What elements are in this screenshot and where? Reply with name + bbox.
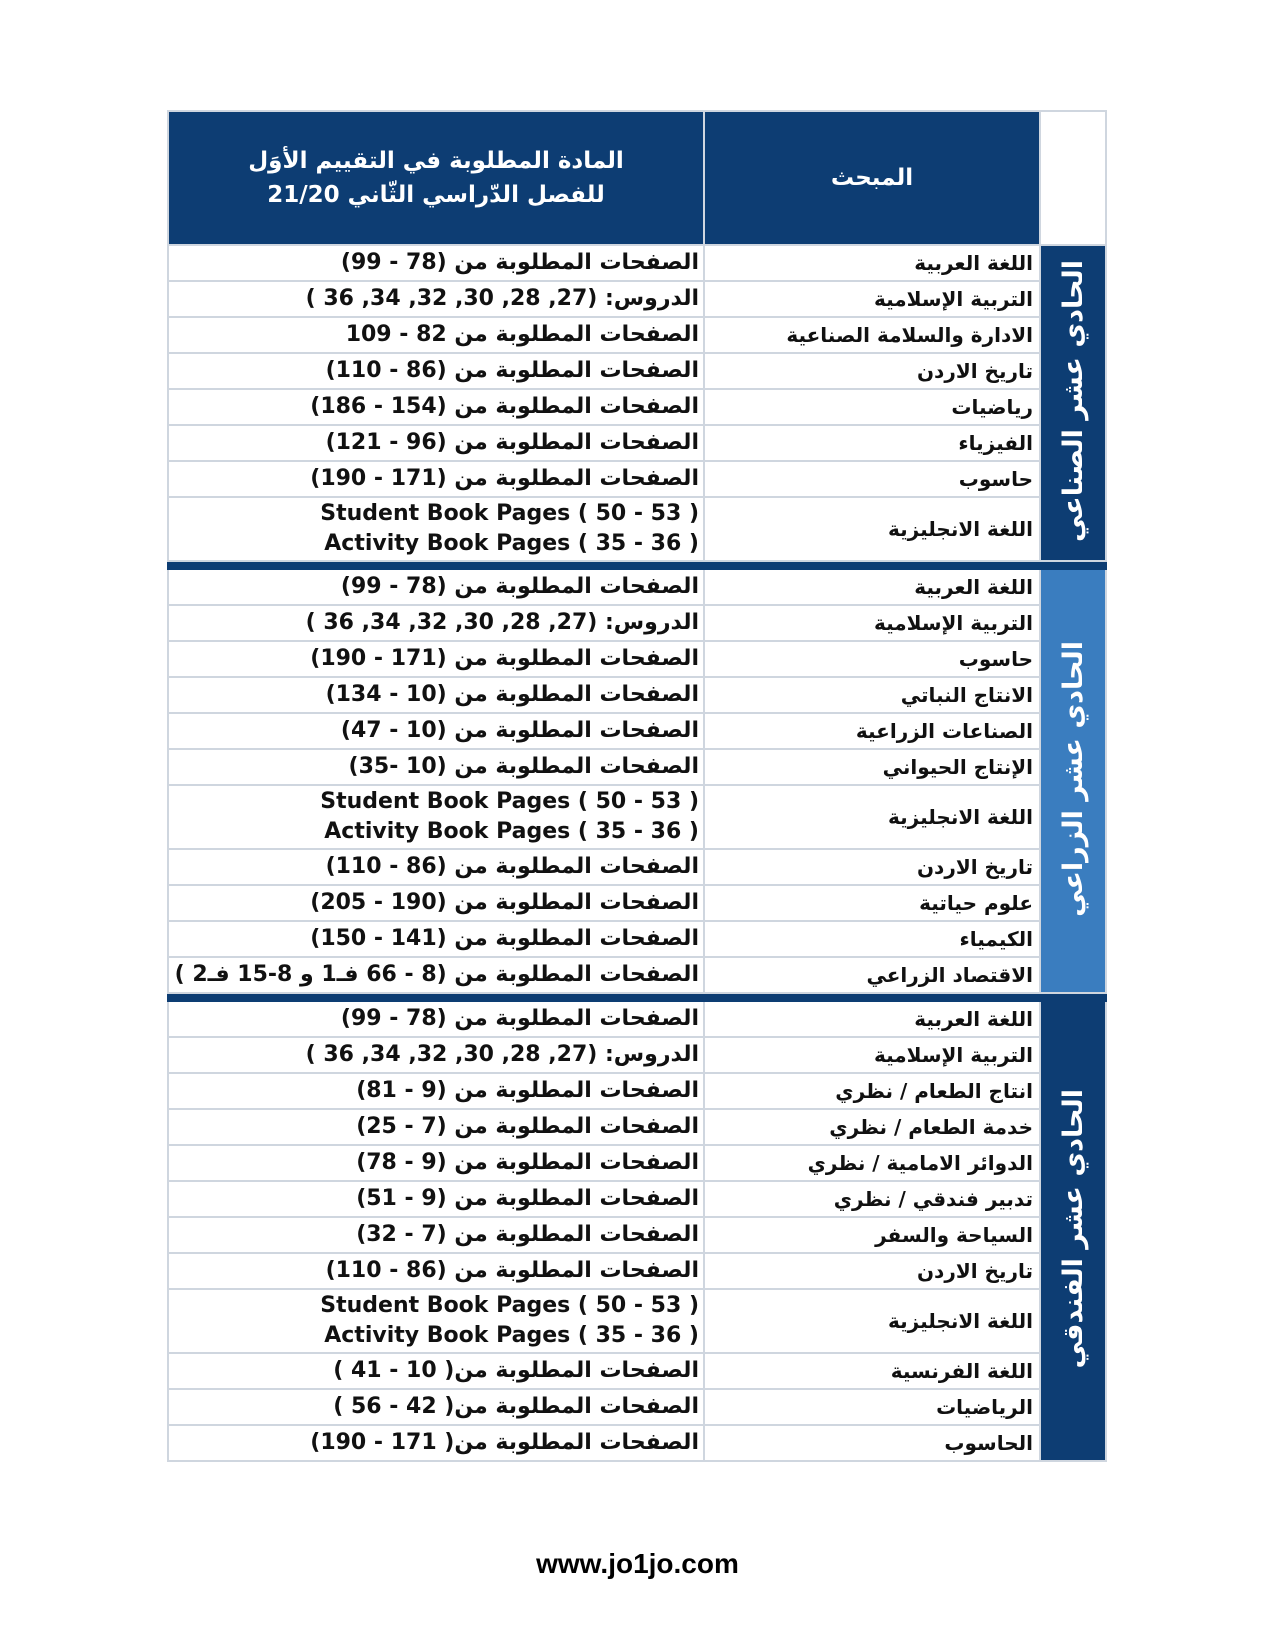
subject-cell: اللغة الانجليزية xyxy=(704,1289,1040,1353)
material-cell xyxy=(168,1289,704,1353)
material-line: الدروس: (27, 28, 30, 32, 34, 36 ) xyxy=(305,610,699,635)
material-cell xyxy=(168,749,704,785)
material-cell xyxy=(168,1073,704,1109)
stream-label: الحادي عشر الزراعي xyxy=(1057,641,1089,917)
material-line: الصفحات المطلوبة من( 42 - 56 ) xyxy=(333,1394,699,1419)
material-cell xyxy=(168,1389,704,1425)
website-footer: www.jo1jo.com xyxy=(536,1548,739,1579)
subject-cell: الاقتصاد الزراعي xyxy=(704,957,1040,993)
material-line: Student Book Pages ( 50 - 53 ) xyxy=(320,501,699,526)
subject-cell: رياضيات xyxy=(704,389,1040,425)
material-line: الصفحات المطلوبة من (78 - 99) xyxy=(340,250,699,275)
subject-cell: اللغة العربية xyxy=(704,245,1040,281)
material-cell xyxy=(168,1425,704,1461)
material-cell xyxy=(168,605,704,641)
subject-cell: تاريخ الاردن xyxy=(704,1253,1040,1289)
material-line: الصفحات المطلوبة من (86 - 110) xyxy=(325,854,699,879)
subject-cell: خدمة الطعام / نظري xyxy=(704,1109,1040,1145)
material-line: الصفحات المطلوبة من (171 - 190) xyxy=(310,466,699,491)
material-cell xyxy=(168,921,704,957)
table-row xyxy=(168,849,1106,885)
material-line: الصفحات المطلوبة من 82 - 109 xyxy=(345,322,699,347)
material-line: الصفحات المطلوبة من (86 - 110) xyxy=(325,358,699,383)
table-row xyxy=(168,1001,1106,1037)
material-line: الصفحات المطلوبة من (141 - 150) xyxy=(310,926,699,951)
stream-label-cell xyxy=(1040,1001,1106,1461)
material-cell xyxy=(168,425,704,461)
material-line: الصفحات المطلوبة من (10 -35) xyxy=(348,754,699,779)
material-line: الصفحات المطلوبة من (171 - 190) xyxy=(310,646,699,671)
exam-material-table xyxy=(167,110,1107,1462)
subject-cell: الدوائر الامامية / نظري xyxy=(704,1145,1040,1181)
material-line: الصفحات المطلوبة من (7 - 32) xyxy=(356,1222,699,1247)
material-line: الصفحات المطلوبة من (10 - 47) xyxy=(340,718,699,743)
material-cell xyxy=(168,1001,704,1037)
subject-cell: الكيمياء xyxy=(704,921,1040,957)
table-row xyxy=(168,461,1106,497)
material-line: الصفحات المطلوبة من (86 - 110) xyxy=(325,1258,699,1283)
material-line: الصفحات المطلوبة من( 171 - 190) xyxy=(310,1430,699,1455)
stream-label: الحادي عشر الصناعي xyxy=(1057,259,1089,543)
material-line: الصفحات المطلوبة من (7 - 25) xyxy=(356,1114,699,1139)
material-line: الصفحات المطلوبة من (96 - 121) xyxy=(325,430,699,455)
table-row xyxy=(168,1109,1106,1145)
subject-cell: اللغة الانجليزية xyxy=(704,497,1040,561)
material-cell xyxy=(168,1253,704,1289)
material-line: الدروس: (27, 28, 30, 32, 34, 36 ) xyxy=(305,286,699,311)
material-cell xyxy=(168,281,704,317)
table-row xyxy=(168,317,1106,353)
material-line: الصفحات المطلوبة من (78 - 99) xyxy=(340,1006,699,1031)
material-line: الصفحات المطلوبة من (154 - 186) xyxy=(310,394,699,419)
subject-cell: تاريخ الاردن xyxy=(704,849,1040,885)
subject-cell: الرياضيات xyxy=(704,1389,1040,1425)
table-row xyxy=(168,1253,1106,1289)
table-row xyxy=(168,749,1106,785)
table-header-row xyxy=(168,111,1106,245)
section-divider-bar xyxy=(168,561,1106,569)
table-row xyxy=(168,921,1106,957)
table-row xyxy=(168,785,1106,849)
header-material xyxy=(168,111,704,245)
subject-cell: انتاج الطعام / نظري xyxy=(704,1073,1040,1109)
subject-cell: التربية الإسلامية xyxy=(704,605,1040,641)
material-line: الصفحات المطلوبة من (10 - 134) xyxy=(325,682,699,707)
material-cell xyxy=(168,353,704,389)
section-divider xyxy=(168,561,1106,569)
subject-cell: اللغة العربية xyxy=(704,569,1040,605)
material-cell xyxy=(168,1181,704,1217)
subject-cell: الادارة والسلامة الصناعية xyxy=(704,317,1040,353)
table-row xyxy=(168,1145,1106,1181)
material-line: Student Book Pages ( 50 - 53 ) xyxy=(320,1293,699,1318)
subject-cell: اللغة الفرنسية xyxy=(704,1353,1040,1389)
header-subject: المبحث xyxy=(704,111,1040,245)
subject-cell: حاسوب xyxy=(704,641,1040,677)
table-row xyxy=(168,569,1106,605)
table-row xyxy=(168,497,1106,561)
header-corner-cell xyxy=(1040,111,1106,245)
material-cell xyxy=(168,317,704,353)
table-row xyxy=(168,1389,1106,1425)
material-cell xyxy=(168,677,704,713)
table-row xyxy=(168,389,1106,425)
material-cell xyxy=(168,497,704,561)
material-line: Activity Book Pages ( 35 - 36 ) xyxy=(324,531,699,556)
material-line: الصفحات المطلوبة من (9 - 51) xyxy=(356,1186,699,1211)
material-line: Activity Book Pages ( 35 - 36 ) xyxy=(324,819,699,844)
table-row xyxy=(168,641,1106,677)
material-cell xyxy=(168,1037,704,1073)
subject-cell: الحاسوب xyxy=(704,1425,1040,1461)
material-line: الصفحات المطلوبة من (78 - 99) xyxy=(340,574,699,599)
table-row xyxy=(168,245,1106,281)
material-cell xyxy=(168,245,704,281)
subject-cell: تدبير فندقي / نظري xyxy=(704,1181,1040,1217)
material-cell xyxy=(168,641,704,677)
table-row xyxy=(168,281,1106,317)
material-cell xyxy=(168,1109,704,1145)
exam-material-table-container xyxy=(167,110,1105,1541)
material-line: الصفحات المطلوبة من (190 - 205) xyxy=(310,890,699,915)
material-cell xyxy=(168,1353,704,1389)
material-line: Activity Book Pages ( 35 - 36 ) xyxy=(324,1323,699,1348)
subject-cell: اللغة الانجليزية xyxy=(704,785,1040,849)
table-row xyxy=(168,353,1106,389)
material-cell xyxy=(168,1145,704,1181)
stream-label: الحادي عشر الفندقي xyxy=(1057,1089,1089,1369)
material-line: الصفحات المطلوبة من (8 - 66 فـ1 و 8-15 فـ2 ) xyxy=(174,962,699,987)
table-row xyxy=(168,1289,1106,1353)
stream-label-cell xyxy=(1040,569,1106,993)
subject-cell: السياحة والسفر xyxy=(704,1217,1040,1253)
subject-cell: الإنتاج الحيواني xyxy=(704,749,1040,785)
material-line: Student Book Pages ( 50 - 53 ) xyxy=(320,789,699,814)
subject-cell: التربية الإسلامية xyxy=(704,1037,1040,1073)
material-cell xyxy=(168,785,704,849)
table-row xyxy=(168,1425,1106,1461)
stream-label-cell xyxy=(1040,245,1106,561)
material-line: الدروس: (27, 28, 30, 32, 34, 36 ) xyxy=(305,1042,699,1067)
material-cell xyxy=(168,569,704,605)
table-row xyxy=(168,885,1106,921)
table-row xyxy=(168,425,1106,461)
material-cell xyxy=(168,885,704,921)
table-row xyxy=(168,677,1106,713)
table-row xyxy=(168,1037,1106,1073)
table-row xyxy=(168,1353,1106,1389)
table-row xyxy=(168,1217,1106,1253)
section-divider-bar xyxy=(168,993,1106,1001)
table-row xyxy=(168,605,1106,641)
material-cell xyxy=(168,957,704,993)
material-line: الصفحات المطلوبة من (9 - 78) xyxy=(356,1150,699,1175)
subject-cell: الانتاج النباتي xyxy=(704,677,1040,713)
material-line: الصفحات المطلوبة من( 10 - 41 ) xyxy=(333,1358,699,1383)
subject-cell: الصناعات الزراعية xyxy=(704,713,1040,749)
subject-cell: الفيزياء xyxy=(704,425,1040,461)
material-cell xyxy=(168,849,704,885)
table-row xyxy=(168,1181,1106,1217)
table-row xyxy=(168,713,1106,749)
subject-cell: اللغة العربية xyxy=(704,1001,1040,1037)
section-divider xyxy=(168,993,1106,1001)
material-cell xyxy=(168,713,704,749)
table-row xyxy=(168,957,1106,993)
material-cell xyxy=(168,461,704,497)
material-cell xyxy=(168,1217,704,1253)
subject-cell: علوم حياتية xyxy=(704,885,1040,921)
subject-cell: حاسوب xyxy=(704,461,1040,497)
material-cell xyxy=(168,389,704,425)
header-material-line2: للفصل الدّراسي الثّاني 21/20 xyxy=(267,182,605,208)
subject-cell: تاريخ الاردن xyxy=(704,353,1040,389)
table-row xyxy=(168,1073,1106,1109)
subject-cell: التربية الإسلامية xyxy=(704,281,1040,317)
header-material-line1: المادة المطلوبة في التقييم الأوَل xyxy=(248,148,624,174)
material-line: الصفحات المطلوبة من (9 - 81) xyxy=(356,1078,699,1103)
